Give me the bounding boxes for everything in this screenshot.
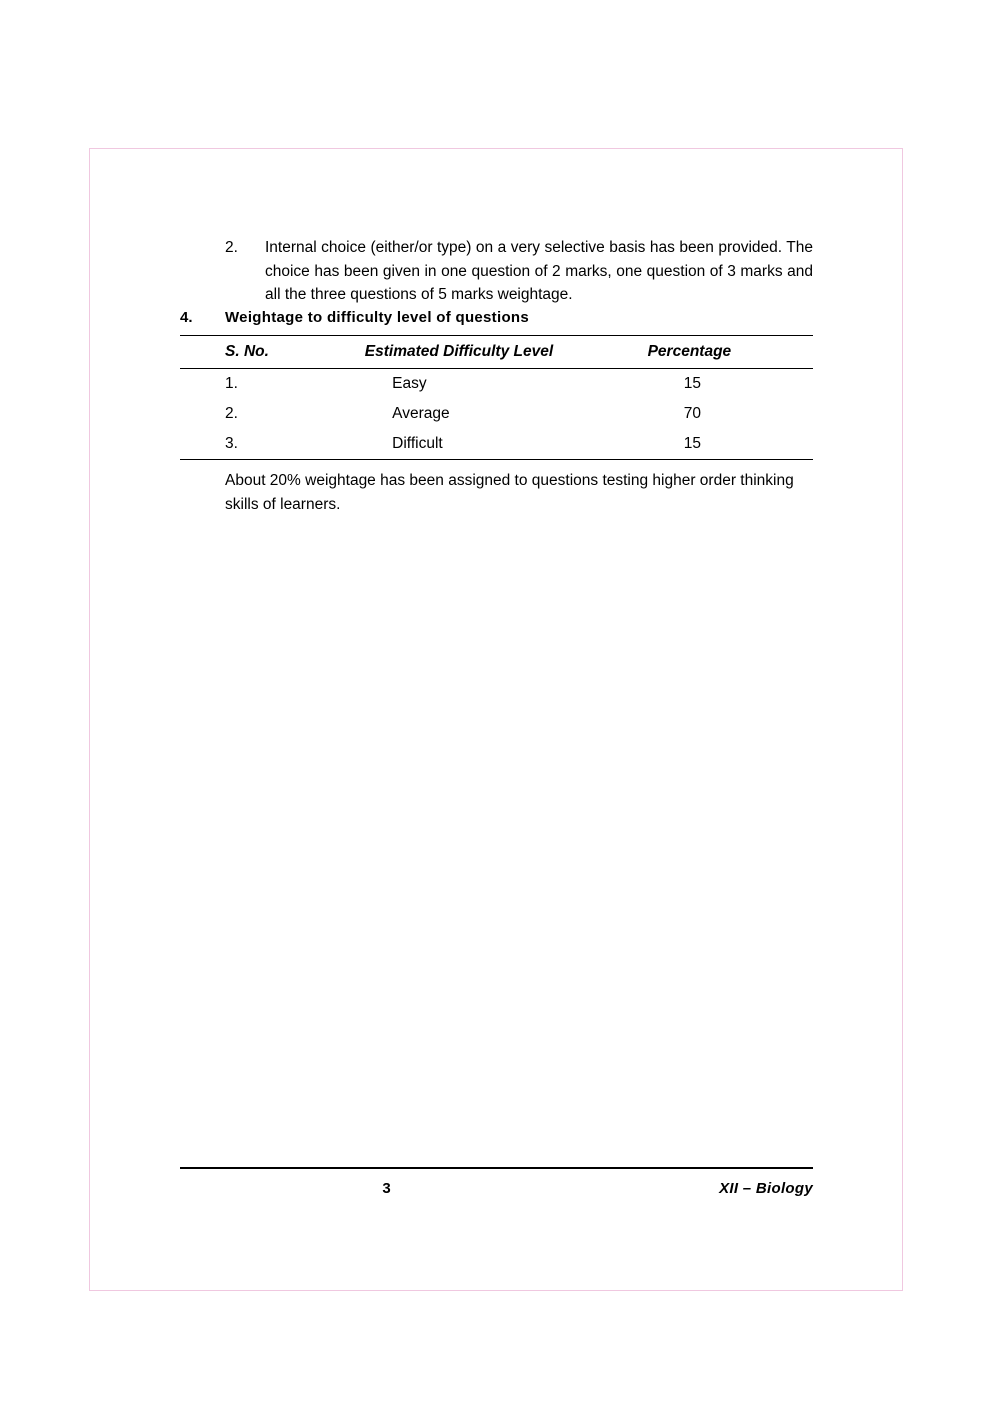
cell-percentage: 70 bbox=[683, 405, 702, 422]
cell-percentage: 15 bbox=[566, 429, 813, 460]
cell-level: Easy bbox=[392, 375, 427, 392]
list-item-2-number: 2. bbox=[225, 239, 238, 256]
difficulty-level-table bbox=[180, 335, 813, 460]
table-body bbox=[180, 369, 813, 460]
page-footer bbox=[180, 1174, 813, 1204]
table-header bbox=[180, 336, 813, 369]
table-note: About 20% weightage has been assigned to questions testing higher order thinking skills of learners. bbox=[225, 472, 794, 513]
section-heading-4-title: Weightage to difficulty level of questions bbox=[225, 309, 530, 326]
cell-level: Average bbox=[392, 405, 450, 422]
table-header-row bbox=[180, 336, 813, 369]
footer-divider bbox=[180, 1167, 813, 1169]
table-header-level: Estimated Difficulty Level bbox=[352, 336, 566, 369]
cell-percentage: 15 bbox=[683, 375, 702, 392]
table-header-sno: S. No. bbox=[180, 336, 352, 369]
list-item-2-text: Internal choice (either/or type) on a very selective basis has been provided. The choice has been given in one question of 2 marks, one question of 3 marks and all the three questions of 5 marks weightage. bbox=[265, 239, 813, 303]
section-heading-4-number: 4. bbox=[180, 309, 193, 326]
table-row bbox=[180, 429, 813, 460]
table-row bbox=[180, 369, 813, 400]
cell-sno: 3. bbox=[180, 429, 352, 460]
list-item-2 bbox=[225, 236, 813, 307]
table-row bbox=[180, 399, 813, 429]
page-content bbox=[90, 149, 902, 1290]
footer-page-number: 3 bbox=[382, 1180, 391, 1197]
cell-sno: 1. bbox=[225, 375, 238, 392]
table-header-percentage: Percentage bbox=[566, 336, 813, 369]
cell-sno: 2. bbox=[225, 405, 238, 422]
document-page bbox=[89, 148, 903, 1291]
footer-subject: XII – Biology bbox=[719, 1180, 813, 1197]
cell-level: Difficult bbox=[352, 429, 566, 460]
section-heading-4 bbox=[180, 309, 820, 326]
